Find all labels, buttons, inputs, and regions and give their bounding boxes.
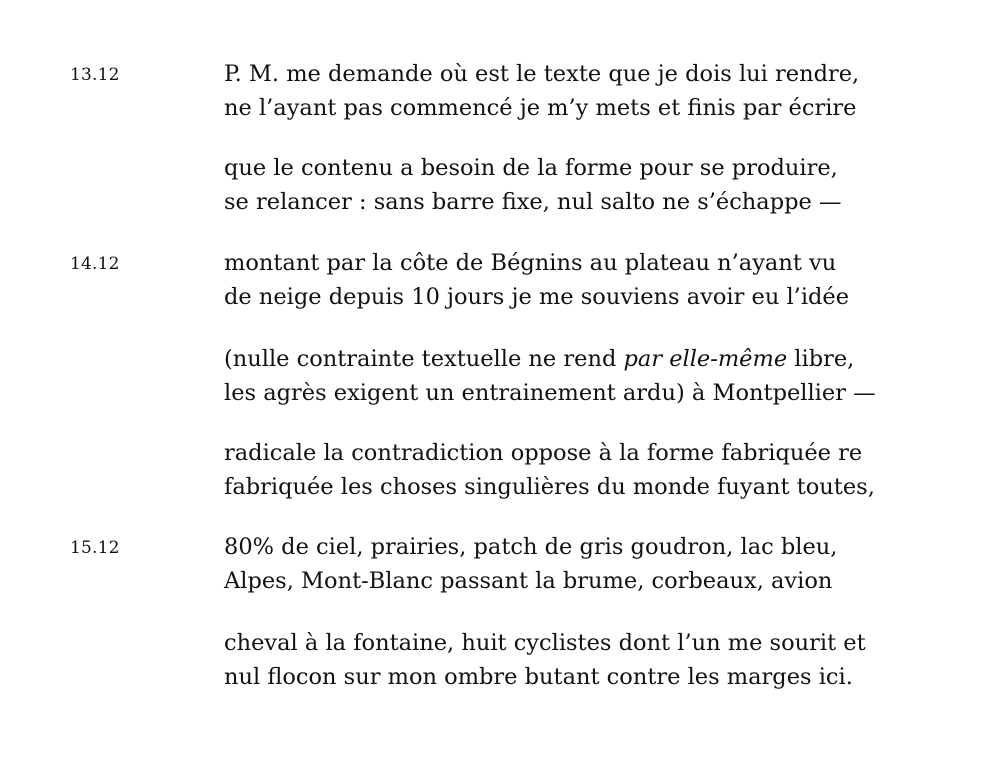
- entry-date: 13.12: [70, 65, 120, 85]
- stanza: [224, 342, 964, 410]
- poem-line: que le contenu a besoin de la forme pour se produire,: [224, 155, 838, 181]
- poem-line: cheval à la fontaine, huit cyclistes dont l’un me sourit et: [224, 630, 866, 656]
- poem-line: ne l’ayant pas commencé je m’y mets et finis par écrire: [224, 95, 857, 121]
- poem-line: les agrès exigent un entrainement ardu) à Montpellier —: [224, 380, 876, 406]
- poem-line: nul flocon sur mon ombre butant contre les marges ici.: [224, 664, 853, 690]
- poem-line: radicale la contradiction oppose à la forme fabriquée re: [224, 440, 863, 466]
- poem-line: fabriquée les choses singulières du monde fuyant toutes,: [224, 474, 875, 500]
- emphasis-text: par elle-même: [623, 346, 788, 372]
- entry-date: 14.12: [70, 254, 120, 274]
- stanza: [224, 57, 964, 125]
- entry-date: 15.12: [70, 538, 120, 558]
- stanza: [224, 436, 964, 504]
- poem-line: Alpes, Mont-Blanc passant la brume, corbeaux, avion: [224, 568, 833, 594]
- poem-line-with-emphasis: [224, 342, 964, 376]
- stanza: [224, 530, 964, 598]
- poem-line: P. M. me demande où est le texte que je dois lui rendre,: [224, 61, 860, 87]
- poem-line: de neige depuis 10 jours je me souviens avoir eu l’idée: [224, 284, 850, 310]
- poem-line: 80% de ciel, prairies, patch de gris goudron, lac bleu,: [224, 534, 838, 560]
- line-text: libre,: [787, 346, 855, 372]
- stanza: [224, 151, 964, 219]
- stanza: [224, 246, 964, 314]
- stanza: [224, 626, 964, 694]
- line-text: (nulle contrainte textuelle ne rend: [224, 346, 624, 372]
- poem-line: se relancer : sans barre fixe, nul salto ne s’échappe —: [224, 189, 842, 215]
- poem-line: montant par la côte de Bégnins au plateau n’ayant vu: [224, 250, 837, 276]
